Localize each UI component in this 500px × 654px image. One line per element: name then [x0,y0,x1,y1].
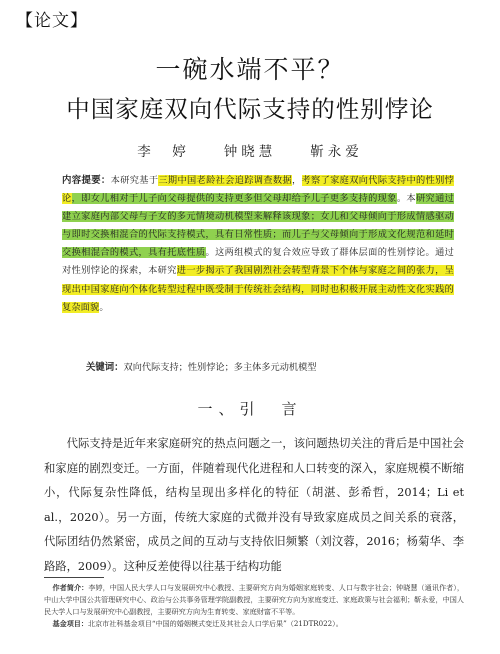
fund-note-label: 基金项目： [52,619,88,628]
abstract-highlight-yellow: 进一步揭示了我国剧烈社会转型背景下个体与家庭之间的张力，呈现出中国家庭向个体化转型过程中既受制于传统社会结构，同时也积极开展主动性文化实践的复杂面貌 [62,265,454,313]
fund-note [44,618,464,630]
keywords-text: 双向代际支持；性别悖论；多主体多元动机模型 [123,362,317,373]
keywords [86,359,466,373]
abstract [62,172,454,317]
body-text [44,432,464,579]
section-heading: 一、引 言 [197,400,303,418]
author-name: 钟晓慧 [223,144,277,160]
article-title-line2: 中国家庭双向代际支持的性别悖论 [66,95,434,123]
body-paragraph: 代际支持是近年来家庭研究的热点问题之一，该问题热切关注的背后是中国社会和家庭的剧烈变迁。一方面，伴随着现代化进程和人口转变的深入，家庭规模不断缩小，代际复杂性降低，结构呈现出多样化的特征（胡湛、彭希哲，2014；Li et al.，2020）。另一方面，传统大家庭的式微并没有导致家庭成员之间关系的衰落，代际团结仍然紧密，成员之间的互动与支持依旧频繁（刘汶蓉，2016；杨菊华、李路路，2009）。这种反差使得以往基于结构功能 [44,437,464,573]
abstract-text: ， [291,175,302,186]
author-list [0,140,500,160]
abstract-text: 本研究基于 [110,175,159,186]
footnote-divider [44,577,104,578]
abstract-highlight-yellow: 三期中国老龄社会追踪调查数据 [158,175,292,186]
abstract-text: 。本 [396,193,416,205]
author-name: 靳永爱 [310,144,363,160]
abstract-text: 。这两组模式的复合效应导致了群体层面的性别悖论。通过对性别悖论的探索，本研究 [62,247,454,277]
footnotes [44,582,464,630]
author-note [44,582,464,618]
author-name: 李 婷 [137,144,190,160]
article-title-line1: 一碗水端不平？ [155,55,345,84]
abstract-highlight-green: ，即女儿相对于儿子向父母提供的支持更多但父母却给予儿子更多支持的现象 [71,193,397,205]
keywords-label: 关键词： [86,362,124,373]
author-note-text: 李婷，中国人民大学人口与发展研究中心教授、主要研究方向为婚姻家庭转变、人口与数字社会；钟晓慧（通讯作者），中山大学中国公共管理研究中心、政治与公共事务管理学院副教授，主要研究方向为家庭变迁、家庭政策与社会福利；靳永爱，中国人民大学人口与发展研究中心副教授，主要研究方向为生育转变、家庭财富不平等。 [44,583,465,616]
abstract-label: 内容提要： [62,175,111,186]
abstract-highlight-yellow: 考察了家庭双向代际支持中的性别悖论 [62,175,454,205]
author-note-label: 作者简介： [52,583,89,592]
article-type-tag: 【论文】 [16,11,88,31]
abstract-text: 。 [99,301,109,313]
fund-note-text: 北京市社科基金项目“中国的婚姻模式变迁及其社会人口学后果”（21DTR022）。 [87,619,343,628]
abstract-highlight-green: 研究通过建立家庭内部父母与子女的多元情境动机模型来解释该现象；女儿和父母倾向于形成情感驱动与即时交换相混合的代际支持模式，具有日常性质；而儿子与父母倾向于形成文化规范和延时交换相混合的模式，具有托底性质 [62,193,454,259]
